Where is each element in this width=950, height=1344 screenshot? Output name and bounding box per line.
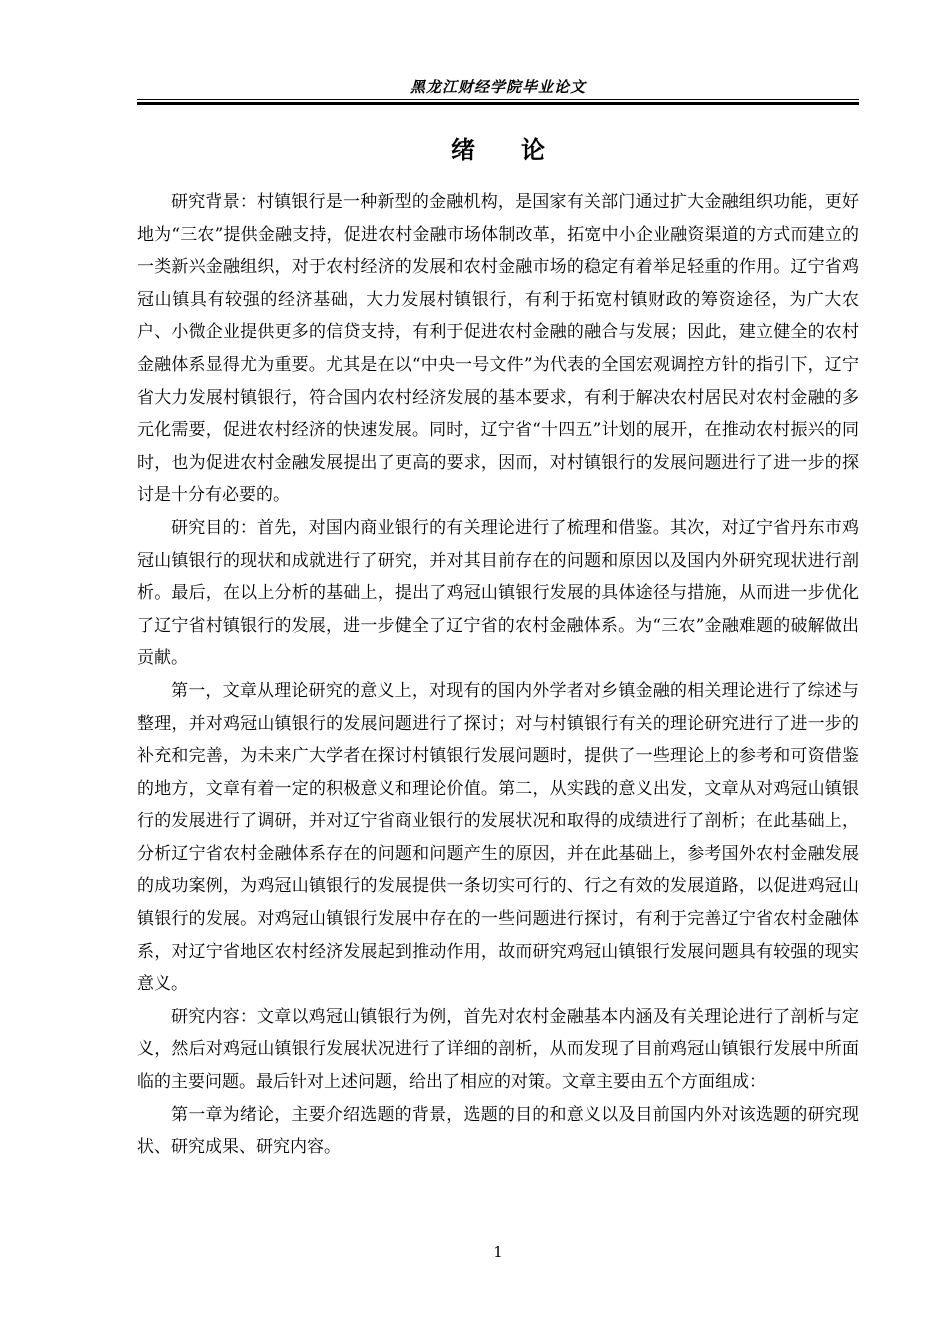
- paragraph-background: 研究背景：村镇银行是一种新型的金融机构，是国家有关部门通过扩大金融组织功能，更好地为“三农”提供金融支持，促进农村金融市场体制改革，拓宽中小企业融资渠道的方式而建立的一类新兴金融组织，对于农村经济的发展和农村金融市场的稳定有着举足轻重的作用。辽宁省鸡冠山镇具有较强的经济基础，大力发展村镇银行，有利于拓宽村镇财政的筹资途径，为广大农户、小微企业提供更多的信贷支持，有利于促进农村金融的融合与发展；因此，建立健全的农村金融体系显得尤为重要。尤其是在以“中央一号文件”为代表的全国宏观调控方针的指引下，辽宁省大力发展村镇银行，符合国内农村经济发展的基本要求，有利于解决农村居民对农村金融的多元化需要，促进农村经济的快速发展。同时，辽宁省“十四五”计划的展开，在推动农村振兴的同时，也为促进农村金融发展提出了更高的要求，因而，对村镇银行的发展问题进行了进一步的探讨是十分有必要的。: [137, 192, 859, 506]
- paragraph-chapter-one: 第一章为绪论，主要介绍选题的背景，选题的目的和意义以及目前国内外对该选题的研究现状、研究成果、研究内容。: [137, 1104, 859, 1158]
- chapter-title-part1: 绪: [451, 135, 475, 164]
- body-text: [137, 186, 859, 1164]
- paragraph-purpose: 研究目的：首先，对国内商业银行的有关理论进行了梳理和借鉴。其次，对辽宁省丹东市鸡冠山镇银行的现状和成就进行了研究，并对其目前存在的问题和原因以及国内外研究现状进行剖析。最后，在以上分析的基础上，提出了鸡冠山镇银行发展的具体途径与措施，从而进一步优化了辽宁省村镇银行的发展，进一步健全了辽宁省的农村金融体系。为“三农”金融难题的破解做出贡献。: [137, 517, 859, 669]
- paragraph-content: 研究内容：文章以鸡冠山镇银行为例，首先对农村金融基本内涵及有关理论进行了剖析与定义，然后对鸡冠山镇银行发展状况进行了详细的剖析，从而发现了目前鸡冠山镇银行发展中所面临的主要问题。最后针对上述问题，给出了相应的对策。文章主要由五个方面组成：: [137, 1006, 859, 1093]
- paragraph-significance: 第一，文章从理论研究的意义上，对现有的国内外学者对乡镇金融的相关理论进行了综述与整理，并对鸡冠山镇银行的发展问题进行了探讨；对与村镇银行有关的理论研究进行了进一步的补充和完善，为未来广大学者在探讨村镇银行发展问题时，提供了一些理论上的参考和可资借鉴的地方，文章有着一定的积极意义和理论价值。第二，从实践的意义出发，文章从对鸡冠山镇银行的发展进行了调研，并对辽宁省商业银行的发展状况和取得的成绩进行了剖析；在此基础上，分析辽宁省农村金融体系存在的问题和问题产生的原因，并在此基础上，参考国外农村金融发展的成功案例，为鸡冠山镇银行的发展提供一条切实可行的、行之有效的发展道路，以促进鸡冠山镇银行的发展。对鸡冠山镇银行发展中存在的一些问题进行探讨，有利于完善辽宁省农村金融体系，对辽宁省地区农村经济发展起到推动作用，故而研究鸡冠山镇银行发展问题具有较强的现实意义。: [137, 680, 859, 995]
- header-rule-thin: [137, 99, 859, 100]
- page-number: 1: [493, 1243, 503, 1261]
- chapter-title-part2: 论: [521, 135, 545, 164]
- running-header-title: 黑龙江财经学院毕业论文: [409, 78, 586, 96]
- chapter-title: [137, 133, 859, 167]
- header-rule-thick: [137, 102, 859, 105]
